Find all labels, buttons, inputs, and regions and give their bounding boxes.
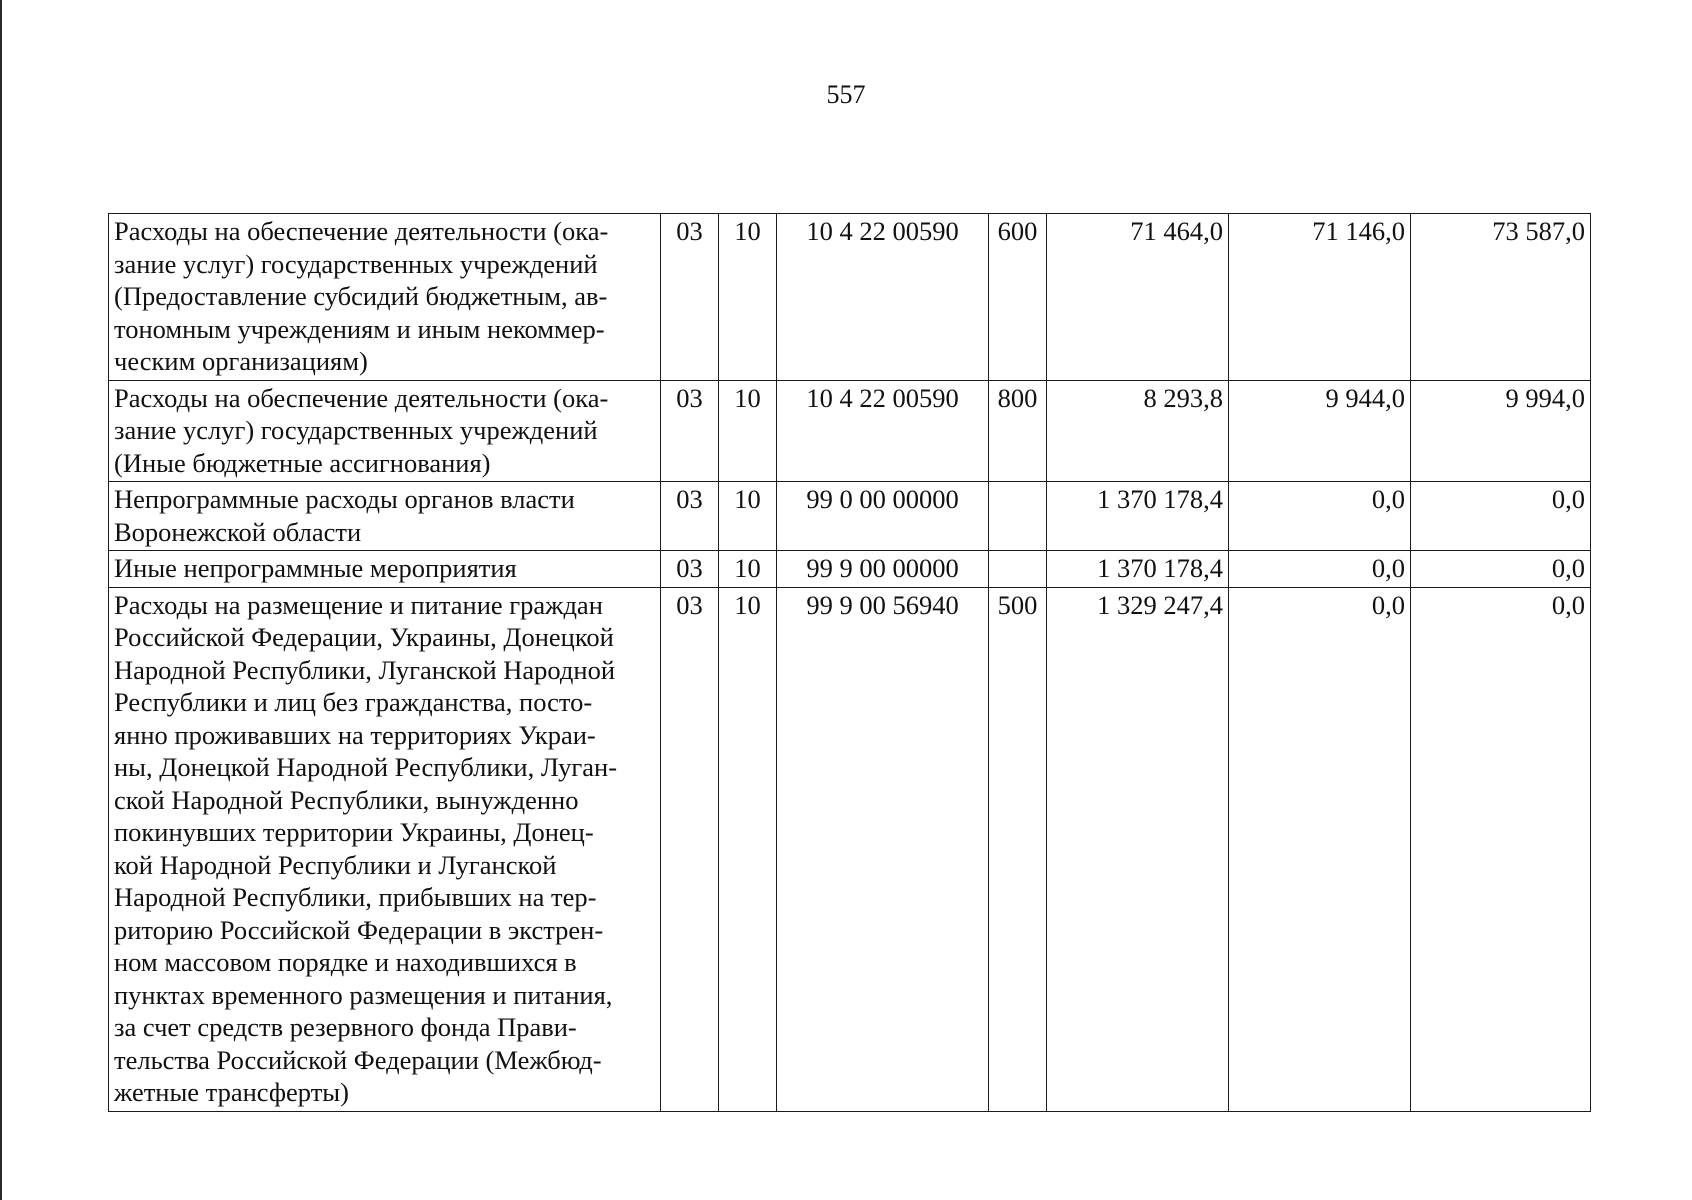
expense-type-cell xyxy=(989,587,1047,1111)
target-article-cell xyxy=(777,482,989,551)
table-row xyxy=(109,380,1591,482)
scan-edge-line xyxy=(0,0,2,1200)
section-code-cell xyxy=(661,482,719,551)
amount-year-1: 71 464,0 xyxy=(1130,216,1223,246)
amount-year-1-cell xyxy=(1047,482,1229,551)
section-code: 03 xyxy=(676,484,703,514)
expense-type-cell xyxy=(989,482,1047,551)
expense-name: Иные непрограммные мероприятия xyxy=(114,553,517,583)
budget-table xyxy=(108,213,1591,1112)
expense-name: Расходы на обеспечение деятельности (ока- зание услуг) государственных учреждений (Иные бюджетные ассигнования) xyxy=(114,382,609,478)
expense-type-cell xyxy=(989,380,1047,482)
expense-name-cell xyxy=(109,551,661,588)
expense-type-cell xyxy=(989,214,1047,381)
expense-type-code: 800 xyxy=(997,382,1038,413)
amount-year-3-cell xyxy=(1411,380,1591,482)
expense-name-cell xyxy=(109,380,661,482)
subsection-code: 10 xyxy=(734,216,761,246)
section-code-cell xyxy=(661,214,719,381)
section-code: 03 xyxy=(676,382,703,413)
expense-type-code: 600 xyxy=(997,216,1038,246)
amount-year-1-cell xyxy=(1047,380,1229,482)
target-article-code: 99 0 00 00000 xyxy=(806,484,959,514)
table-row xyxy=(109,551,1591,588)
target-article-code: 99 9 00 56940 xyxy=(806,589,959,620)
subsection-code: 10 xyxy=(734,484,761,514)
expense-type-code: 500 xyxy=(997,589,1038,620)
section-code: 03 xyxy=(676,553,703,583)
subsection-code: 10 xyxy=(734,382,761,413)
budget-table-body xyxy=(109,214,1591,1112)
target-article-cell xyxy=(777,551,989,588)
amount-year-3-cell xyxy=(1411,587,1591,1111)
subsection-code-cell xyxy=(719,551,777,588)
amount-year-1-cell xyxy=(1047,551,1229,588)
target-article-code: 10 4 22 00590 xyxy=(806,382,959,413)
target-article-code: 10 4 22 00590 xyxy=(806,216,959,246)
section-code-cell xyxy=(661,587,719,1111)
amount-year-1-cell xyxy=(1047,214,1229,381)
expense-type-cell xyxy=(989,551,1047,588)
target-article-cell xyxy=(777,380,989,482)
amount-year-2: 0,0 xyxy=(1371,589,1405,620)
amount-year-3-cell xyxy=(1411,551,1591,588)
amount-year-1: 1 370 178,4 xyxy=(1097,553,1223,583)
amount-year-1-cell xyxy=(1047,587,1229,1111)
table-row xyxy=(109,587,1591,1111)
expense-name: Расходы на размещение и питание граждан Российской Федерации, Украины, Донецкой Народной Республики, Луганской Народной Республики и лиц без гражданства, посто- янно проживавших на территориях Украи- ны, Донецкой Народной Республики, Луган- ской Народной Республики, вынужденно покинувших территории Украины, Донец- кой Народной Республики и Луганской Народной Республики, прибывших на тер- риторию Российской Федерации в экстрен- ном массовом порядке и находившихся в пунктах временного размещения и питания, за счет средств резервного фонда Прави- тельства Российской Федерации (Межбюд- жетные трансферты) xyxy=(114,589,618,1107)
target-article-cell xyxy=(777,214,989,381)
table-row xyxy=(109,214,1591,381)
subsection-code-cell xyxy=(719,380,777,482)
expense-name: Непрограммные расходы органов власти Воронежской области xyxy=(114,484,575,547)
amount-year-2-cell xyxy=(1229,551,1411,588)
expense-name-cell xyxy=(109,482,661,551)
amount-year-2: 0,0 xyxy=(1371,484,1405,514)
section-code-cell xyxy=(661,551,719,588)
amount-year-2: 71 146,0 xyxy=(1312,216,1405,246)
target-article-code: 99 9 00 00000 xyxy=(806,553,959,583)
amount-year-2-cell xyxy=(1229,587,1411,1111)
amount-year-2-cell xyxy=(1229,380,1411,482)
expense-name-cell xyxy=(109,214,661,381)
expense-name-cell xyxy=(109,587,661,1111)
target-article-cell xyxy=(777,587,989,1111)
page-number: 557 xyxy=(826,80,866,109)
section-code: 03 xyxy=(676,589,703,620)
amount-year-1: 8 293,8 xyxy=(1143,382,1223,413)
amount-year-3: 9 994,0 xyxy=(1505,382,1585,413)
amount-year-1: 1 329 247,4 xyxy=(1097,589,1223,620)
amount-year-3-cell xyxy=(1411,214,1591,381)
amount-year-1: 1 370 178,4 xyxy=(1097,484,1223,514)
section-code: 03 xyxy=(676,216,703,246)
subsection-code: 10 xyxy=(734,553,761,583)
amount-year-2-cell xyxy=(1229,214,1411,381)
table-row xyxy=(109,482,1591,551)
amount-year-3: 0,0 xyxy=(1551,553,1585,583)
expense-name: Расходы на обеспечение деятельности (ока- зание услуг) государственных учреждений (Предоставление субсидий бюджетным, ав- тономным учреждениям и иным некоммер- ческим организациям) xyxy=(114,216,609,376)
amount-year-2: 0,0 xyxy=(1371,553,1405,583)
amount-year-3-cell xyxy=(1411,482,1591,551)
subsection-code-cell xyxy=(719,587,777,1111)
amount-year-2: 9 944,0 xyxy=(1325,382,1405,413)
amount-year-2-cell xyxy=(1229,482,1411,551)
amount-year-3: 73 587,0 xyxy=(1492,216,1585,246)
subsection-code-cell xyxy=(719,482,777,551)
amount-year-3: 0,0 xyxy=(1551,589,1585,620)
subsection-code: 10 xyxy=(734,589,761,620)
amount-year-3: 0,0 xyxy=(1551,484,1585,514)
section-code-cell xyxy=(661,380,719,482)
subsection-code-cell xyxy=(719,214,777,381)
